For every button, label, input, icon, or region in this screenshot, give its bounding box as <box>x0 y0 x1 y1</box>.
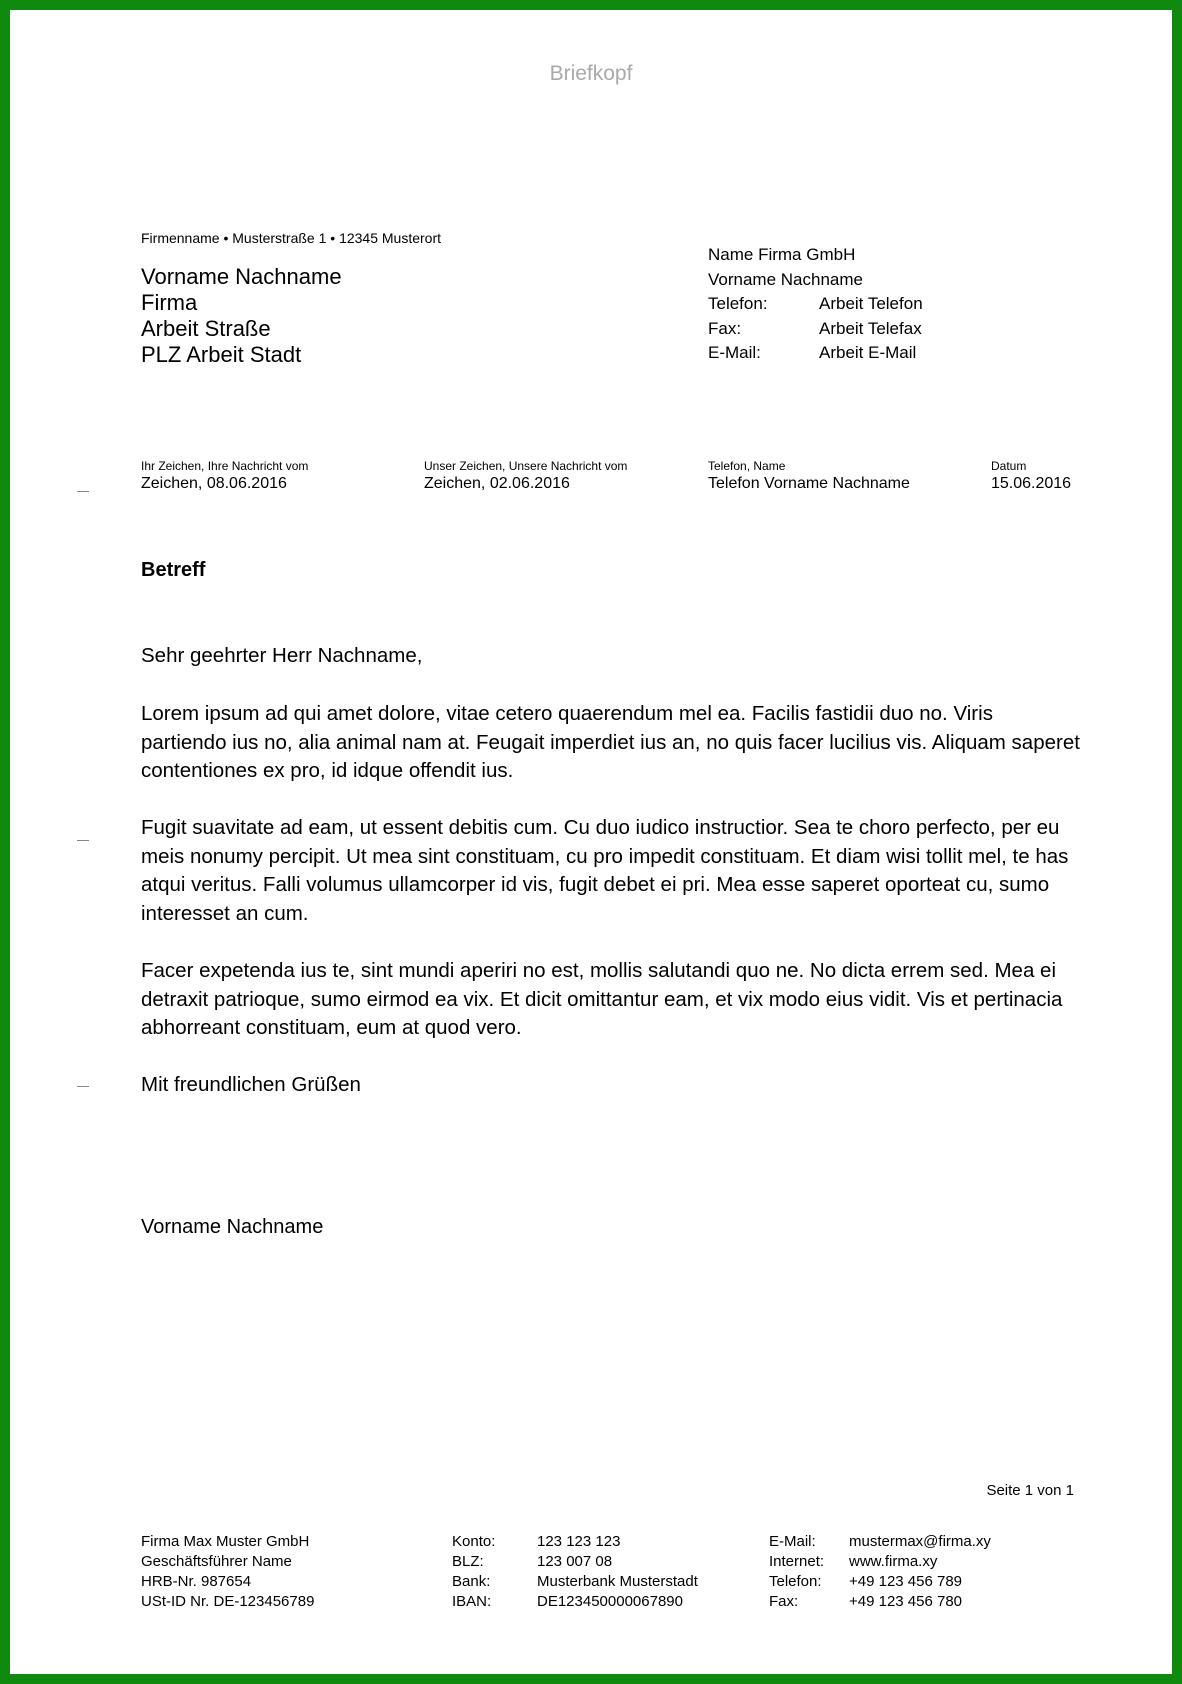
footer-company-name: Firma Max Muster GmbH <box>141 1533 310 1550</box>
ref-our-sign-label: Unser Zeichen, Unsere Nachricht vom <box>424 459 628 473</box>
footer-label: Bank: <box>452 1573 491 1590</box>
contact-email-value: Arbeit E-Mail <box>819 343 917 362</box>
footer-vat-id: USt-ID Nr. DE-123456789 <box>141 1593 315 1610</box>
footer-bank-row <box>452 1572 698 1592</box>
contact-fax-value: Arbeit Telefax <box>819 318 922 338</box>
footer-value: +49 123 456 780 <box>849 1593 963 1610</box>
letterhead: Briefkopf <box>549 62 633 85</box>
sender-contact-block <box>708 243 923 366</box>
paragraph-text: Facer expetenda ius te, sint mundi aperiri no est, mollis salutandi quo ne. No dicta errem sed. Mea ei detraxit patrioque, sumo eirmod ea vix. Et dicit omittantur eam, et vix modo eius vidit. Vis et pertinacia abhorreant constituam, eum at quod vero. <box>141 959 1063 1039</box>
footer-contact-col <box>769 1532 991 1612</box>
recipient-address <box>141 264 342 368</box>
closing <box>141 1071 1081 1100</box>
body-paragraph-1 <box>141 700 1081 786</box>
contact-name: Vorname Nachname <box>708 269 863 289</box>
footer-bank-col <box>452 1532 698 1612</box>
contact-email-row <box>708 341 923 366</box>
recipient-street: Arbeit Straße <box>141 316 271 341</box>
footer-label: E-Mail: <box>769 1533 816 1550</box>
footer-contact-row <box>769 1572 991 1592</box>
footer-label: Fax: <box>769 1593 799 1610</box>
footer-label: Konto: <box>452 1533 496 1550</box>
footer-bank-row <box>452 1552 698 1572</box>
ref-phone-name-label: Telefon, Name <box>708 459 786 473</box>
footer-label: Internet: <box>769 1553 825 1570</box>
footer-value: 123 007 08 <box>537 1553 613 1570</box>
footer-label: IBAN: <box>452 1593 492 1610</box>
ref-your-sign-label: Ihr Zeichen, Ihre Nachricht vom <box>141 459 309 473</box>
recipient-company: Firma <box>141 290 198 315</box>
subject-line: Betreff <box>141 559 206 581</box>
signature-name: Vorname Nachname <box>141 1216 324 1238</box>
ref-your-sign-value: Zeichen, 08.06.2016 <box>141 475 287 492</box>
body-paragraph-3 <box>141 957 1081 1043</box>
paragraph-text: Lorem ipsum ad qui amet dolore, vitae cetero quaerendum mel ea. Facilis fastidii duo no. Viris partiendo ius no, alia animal nam at. Feugait imperdiet ius an, no quis facer lucilius vis. Aliquam saperet contentiones ex pro, id idque offendit ius. <box>141 702 1080 782</box>
ref-phone-name-value: Telefon Vorname Nachname <box>708 475 910 492</box>
ref-our-sign-value: Zeichen, 02.06.2016 <box>424 475 570 492</box>
footer-managing-director: Geschäftsführer Name <box>141 1553 292 1570</box>
contact-phone-row <box>708 292 923 317</box>
contact-phone-label: Telefon: <box>708 294 768 313</box>
footer-value: 123 123 123 <box>537 1533 621 1550</box>
recipient-city: PLZ Arbeit Stadt <box>141 342 302 367</box>
footer-contact-row <box>769 1592 991 1612</box>
sender-return-line: Firmenname • Musterstraße 1 • 12345 Musterort <box>141 230 442 246</box>
fold-mark-top <box>77 491 89 492</box>
footer-contact-row <box>769 1532 991 1552</box>
punch-mark <box>77 840 89 841</box>
footer-value: mustermax@firma.xy <box>849 1533 991 1550</box>
footer-contact-row <box>769 1552 991 1572</box>
letter-page <box>10 10 1172 1674</box>
footer-hrb: HRB-Nr. 987654 <box>141 1573 252 1590</box>
footer-company-col <box>141 1532 314 1612</box>
footer-value: www.firma.xy <box>849 1553 938 1570</box>
ref-date-label: Datum <box>991 459 1027 473</box>
footer-value: Musterbank Musterstadt <box>537 1573 698 1590</box>
footer-label: BLZ: <box>452 1553 484 1570</box>
page-number: Seite 1 von 1 <box>986 1482 1074 1499</box>
contact-company: Name Firma GmbH <box>708 245 856 264</box>
footer-value: DE123450000067890 <box>537 1593 683 1610</box>
contact-fax-row <box>708 317 923 342</box>
footer-bank-row <box>452 1592 698 1612</box>
salutation-text: Sehr geehrter Herr Nachname, <box>141 644 423 667</box>
contact-email-label: E-Mail: <box>708 343 761 362</box>
fold-mark-bottom <box>77 1086 89 1087</box>
contact-phone-value: Arbeit Telefon <box>819 294 923 313</box>
body-paragraph-2 <box>141 814 1081 928</box>
paragraph-text: Fugit suavitate ad eam, ut essent debitis cum. Cu duo iudico instructior. Sea te choro perfecto, per eu meis nonumy percipit. Ut mea sint constituam, cu pro impedit constituam. Et diam wisi tollit mel, te has atqui veritus. Falli volumus ullamcorper id vis, fugit debet ei pri. Mea esse saperet oporteat cu, sumo interesset an cum. <box>141 816 1069 925</box>
footer-label: Telefon: <box>769 1573 822 1590</box>
ref-date-value: 15.06.2016 <box>991 475 1072 492</box>
contact-fax-label: Fax: <box>708 318 742 338</box>
footer-bank-row <box>452 1532 698 1552</box>
closing-text: Mit freundlichen Grüßen <box>141 1073 361 1096</box>
recipient-name: Vorname Nachname <box>141 264 342 289</box>
footer-value: +49 123 456 789 <box>849 1573 963 1590</box>
salutation <box>141 642 1081 671</box>
